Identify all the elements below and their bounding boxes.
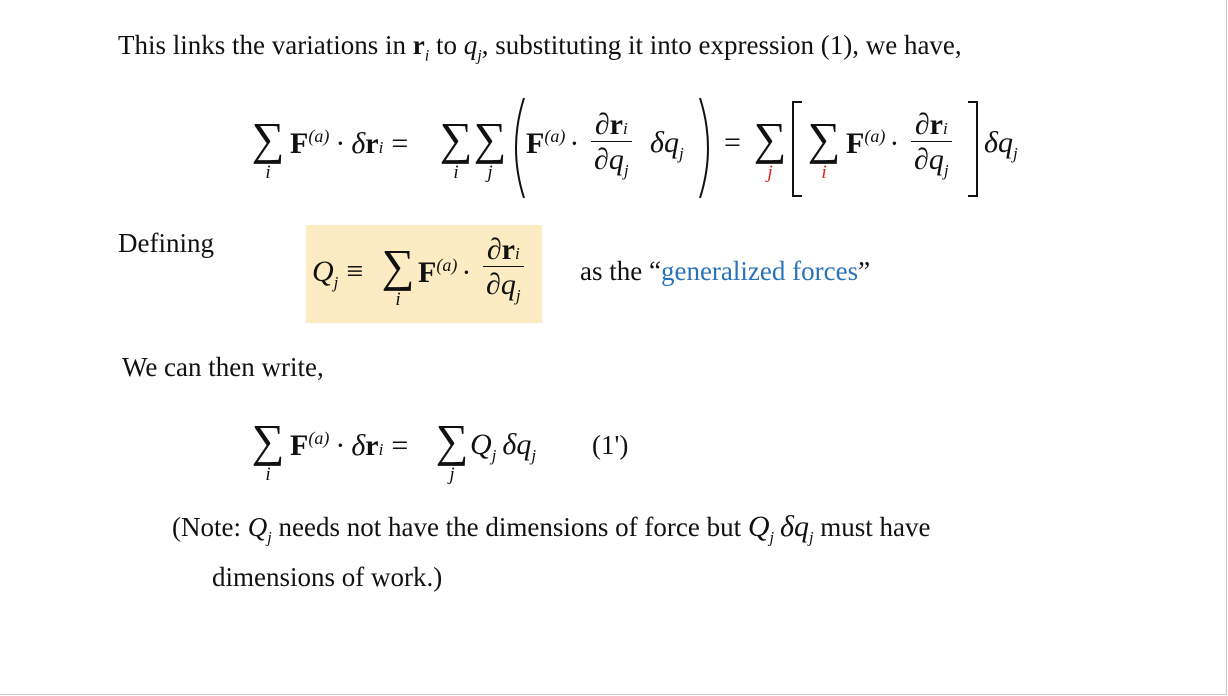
- def-frac: $\frac{\partial ri}{\partial q_j}$: [482, 233, 525, 306]
- sum-i-red: ∑ i: [807, 113, 841, 183]
- note-line-1: (Note: $Q_j$ needs not have the dimensions of force but $Q_j$ $\delta q_j$ must have: [172, 510, 931, 547]
- right-paren: [696, 96, 716, 200]
- generalized-forces-caption: as the “generalized forces”: [580, 256, 871, 286]
- left-paren: [508, 96, 528, 200]
- left-bracket: [790, 100, 804, 198]
- eq2-rhs: $Q_j$ $\delta q_j$: [470, 428, 537, 465]
- eq2-sum-j: ∑ j: [435, 415, 469, 485]
- right-bracket: [966, 100, 980, 198]
- equals-2: =: [724, 126, 741, 159]
- note-line-2: dimensions of work.): [212, 562, 443, 592]
- intro-prefix: This links the variations in: [118, 30, 413, 60]
- def-sum-i: ∑ i: [381, 240, 415, 310]
- sum-i-2: ∑ i: [439, 113, 473, 183]
- equation-expansion: [250, 96, 1050, 206]
- intro-line: [118, 30, 962, 65]
- sum-j-red: ∑ j: [753, 113, 787, 183]
- sum-i-1: ∑ i: [251, 113, 285, 183]
- def-lhs: $Q_j$ ≡: [312, 255, 364, 292]
- eq2-lhs: $F^{(a)} \cdot \delta ri$ =: [290, 428, 409, 462]
- intro-r: r: [412, 30, 425, 60]
- term-4: $F^{(a)}$ ·: [846, 126, 900, 160]
- intro-q-sub: j: [477, 46, 482, 65]
- defining-label: Defining: [118, 228, 214, 258]
- intro-to: to: [429, 30, 464, 60]
- equation-1-prime: [250, 414, 670, 494]
- term-1: $F^{(a)} \cdot \delta ri$ =: [290, 126, 409, 160]
- frac-2: $\frac{\partial ri}{\partial q_j}$: [910, 108, 953, 181]
- term-3: $\delta q_j$: [650, 126, 684, 163]
- term-5: $\delta q_j$: [984, 126, 1018, 163]
- sum-j-1: ∑ j: [473, 113, 507, 183]
- intro-q: q: [463, 30, 478, 60]
- intro-suffix: , substituting it into expression (1), we have,: [481, 30, 962, 60]
- generalized-forces-link[interactable]: generalized forces: [660, 256, 859, 286]
- generalized-force-definition: [306, 225, 542, 323]
- frac-1: $\frac{\partial ri}{\partial q_j}$: [590, 108, 633, 181]
- then-write-text: We can then write,: [122, 352, 324, 382]
- eq2-tag: (1'): [592, 430, 629, 460]
- def-term: $F^{(a)}$ ·: [418, 255, 472, 289]
- intro-r-sub: i: [424, 46, 430, 65]
- eq2-sum-i: ∑ i: [251, 415, 285, 485]
- term-2: $F^{(a)}$ ·: [526, 126, 580, 160]
